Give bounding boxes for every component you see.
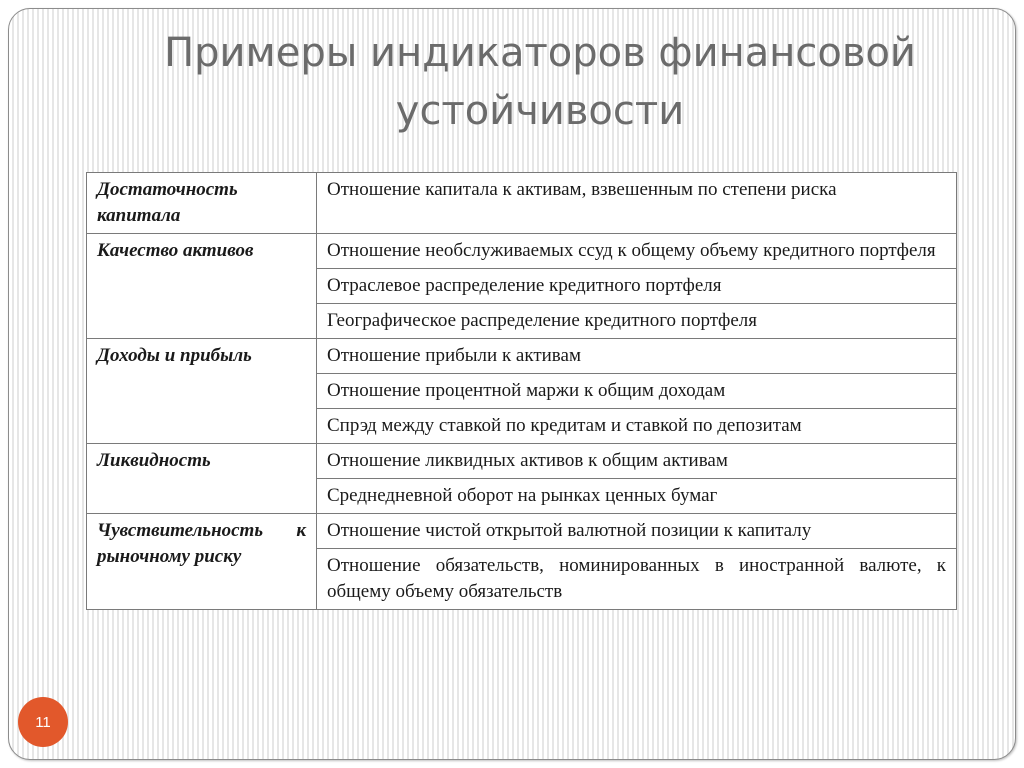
indicator-cell: Отношение капитала к активам, взвешенным по степени риска — [317, 173, 957, 234]
indicator-cell: Отношение ликвидных активов к общим активам — [317, 444, 957, 479]
indicator-cell: Отношение процентной маржи к общим доходам — [317, 374, 957, 409]
indicator-cell: Спрэд между ставкой по кредитам и ставкой по депозитам — [317, 409, 957, 444]
table-row — [87, 234, 957, 269]
table-row — [87, 173, 957, 234]
indicator-cell: Отношение обязательств, номинированных в иностранной валюте, к общему объему обязательств — [317, 549, 957, 610]
indicator-cell: Отношение необслуживаемых ссуд к общему объему кредитного портфеля — [317, 234, 957, 269]
indicators-table — [86, 172, 957, 610]
title-line-1: Примеры индикаторов финансовой — [164, 30, 916, 76]
table-row — [87, 444, 957, 479]
category-cell: Достаточность капитала — [87, 173, 317, 234]
category-cell: Чувствительность к рыночному риску — [87, 514, 317, 610]
category-cell: Ликвидность — [87, 444, 317, 514]
indicator-cell: Отраслевое распределение кредитного портфеля — [317, 269, 957, 304]
indicator-cell: Географическое распределение кредитного портфеля — [317, 304, 957, 339]
slide-title — [120, 24, 960, 140]
page-number: 11 — [35, 713, 51, 731]
indicator-cell: Среднедневной оборот на рынках ценных бумаг — [317, 479, 957, 514]
page-number-badge — [18, 697, 68, 747]
indicator-cell: Отношение чистой открытой валютной позиции к капиталу — [317, 514, 957, 549]
category-cell: Доходы и прибыль — [87, 339, 317, 444]
indicator-cell: Отношение прибыли к активам — [317, 339, 957, 374]
title-line-2: устойчивости — [395, 88, 685, 134]
table-row — [87, 514, 957, 549]
table-row — [87, 339, 957, 374]
category-cell: Качество активов — [87, 234, 317, 339]
